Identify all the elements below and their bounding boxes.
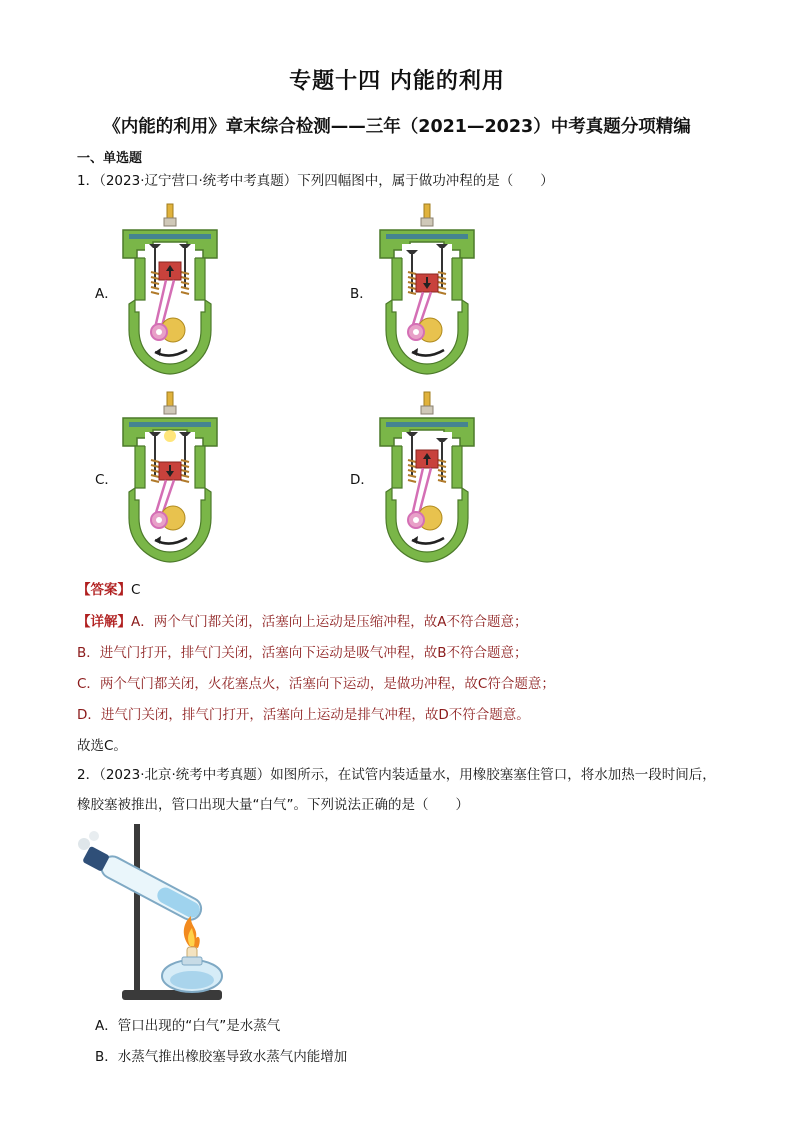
valve-spring bbox=[438, 282, 446, 284]
valve-spring bbox=[408, 470, 416, 472]
steam-puff bbox=[78, 838, 90, 850]
spark-plug-base bbox=[164, 218, 176, 226]
lamp-neck bbox=[182, 957, 202, 965]
valve-spring bbox=[151, 292, 159, 294]
test-tube-apparatus-figure bbox=[74, 818, 224, 1006]
spark-plug-base bbox=[421, 218, 433, 226]
spark-plug bbox=[167, 392, 173, 406]
answer-value: C bbox=[131, 582, 141, 598]
spark-plug bbox=[167, 204, 173, 218]
valve-spring bbox=[151, 277, 159, 279]
valve-spring bbox=[408, 292, 416, 294]
valve-spring bbox=[408, 282, 416, 284]
valve-spring bbox=[151, 475, 159, 477]
valve-spring bbox=[181, 272, 189, 274]
rotation-arrowhead bbox=[155, 536, 161, 544]
valve-spring bbox=[408, 475, 416, 477]
valve-spring bbox=[438, 272, 446, 274]
valve-spring bbox=[438, 465, 446, 467]
crank-hub bbox=[156, 517, 162, 523]
question-2-stem-line2: 橡胶塞被推出，管口出现大量“白气”。下列说法正确的是（ ） bbox=[77, 797, 469, 813]
answer-tag: 【答案】 bbox=[77, 582, 131, 598]
valve-spring bbox=[438, 277, 446, 279]
coolant-channel bbox=[129, 422, 211, 427]
question-1-stem: 1．（2023·辽宁营口·统考中考真题）下列四幅图中，属于做功冲程的是（ ） bbox=[77, 173, 554, 189]
valve-spring bbox=[438, 470, 446, 472]
valve-spring bbox=[151, 282, 159, 284]
option-c-label: C． bbox=[95, 472, 118, 488]
valve-spring bbox=[181, 470, 189, 472]
spark-flash bbox=[164, 430, 176, 442]
valve-spring bbox=[408, 272, 416, 274]
valve-spring bbox=[181, 287, 189, 289]
valve-spring bbox=[408, 465, 416, 467]
crank-hub bbox=[156, 329, 162, 335]
detail-line-d: D．进气门关闭，排气门打开，活塞向上运动是排气冲程，故D不符合题意。 bbox=[77, 707, 530, 723]
valve-spring bbox=[181, 292, 189, 294]
page-subtitle: 《内能的利用》章末综合检测——三年（2021—2023）中考真题分项精编 bbox=[103, 117, 691, 137]
section-heading: 一、单选题 bbox=[77, 151, 143, 166]
engine-diagram-d bbox=[372, 388, 482, 566]
engine-diagram-c bbox=[115, 388, 225, 566]
valve-spring bbox=[151, 470, 159, 472]
valve-spring bbox=[181, 480, 189, 482]
valve-spring bbox=[151, 287, 159, 289]
valve-spring bbox=[151, 480, 159, 482]
valve-spring bbox=[438, 460, 446, 462]
spark-plug-base bbox=[421, 406, 433, 414]
detail-line-a bbox=[77, 610, 527, 630]
valve-spring bbox=[181, 277, 189, 279]
choice-b: B．水蒸气推出橡胶塞导致水蒸气内能增加 bbox=[95, 1049, 348, 1065]
valve-spring bbox=[408, 480, 416, 482]
valve-spring bbox=[438, 475, 446, 477]
steam-puff bbox=[89, 831, 99, 841]
detail-line-b: B．进气门打开，排气门关闭，活塞向下运动是吸气冲程，故B不符合题意； bbox=[77, 645, 528, 661]
valve-spring bbox=[408, 460, 416, 462]
valve-spring bbox=[438, 287, 446, 289]
rotation-arrowhead bbox=[412, 348, 418, 356]
spark-plug bbox=[424, 204, 430, 218]
valve-spring bbox=[181, 460, 189, 462]
answer-line bbox=[77, 578, 140, 598]
option-a-label: A． bbox=[95, 286, 118, 302]
option-b-label: B． bbox=[350, 286, 373, 302]
valve-spring bbox=[408, 287, 416, 289]
test-tube bbox=[98, 853, 205, 924]
rotation-arrowhead bbox=[155, 348, 161, 356]
engine-diagram-a bbox=[115, 200, 225, 378]
spark-plug-base bbox=[164, 406, 176, 414]
valve-spring bbox=[181, 282, 189, 284]
lamp-liquid bbox=[170, 971, 214, 989]
coolant-channel bbox=[129, 234, 211, 239]
valve-spring bbox=[408, 277, 416, 279]
detail-text-a: A．两个气门都关闭，活塞向上运动是压缩冲程，故A不符合题意； bbox=[131, 614, 528, 630]
choice-a: A．管口出现的“白气”是水蒸气 bbox=[95, 1018, 281, 1034]
valve-spring bbox=[438, 292, 446, 294]
valve-spring bbox=[151, 465, 159, 467]
detail-tag: 【详解】 bbox=[77, 614, 131, 630]
page-title: 专题十四 内能的利用 bbox=[289, 69, 505, 94]
coolant-channel bbox=[386, 422, 468, 427]
stand-rod bbox=[134, 824, 140, 994]
engine-diagram-b bbox=[372, 200, 482, 378]
rotation-arrowhead bbox=[412, 536, 418, 544]
valve-spring bbox=[438, 480, 446, 482]
valve-spring bbox=[151, 460, 159, 462]
conclusion-line: 故选C。 bbox=[77, 738, 127, 754]
detail-line-c: C．两个气门都关闭，火花塞点火，活塞向下运动，是做功冲程，故C符合题意； bbox=[77, 676, 555, 692]
coolant-channel bbox=[386, 234, 468, 239]
crank-hub bbox=[413, 517, 419, 523]
spark-plug bbox=[424, 392, 430, 406]
valve-spring bbox=[181, 475, 189, 477]
crank-hub bbox=[413, 329, 419, 335]
question-2-stem-line1: 2．（2023·北京·统考中考真题）如图所示，在试管内装适量水，用橡胶塞塞住管口，将水加热一段时间后， bbox=[77, 767, 716, 783]
valve-spring bbox=[181, 465, 189, 467]
valve-spring bbox=[151, 272, 159, 274]
option-d-label: D． bbox=[350, 472, 374, 488]
